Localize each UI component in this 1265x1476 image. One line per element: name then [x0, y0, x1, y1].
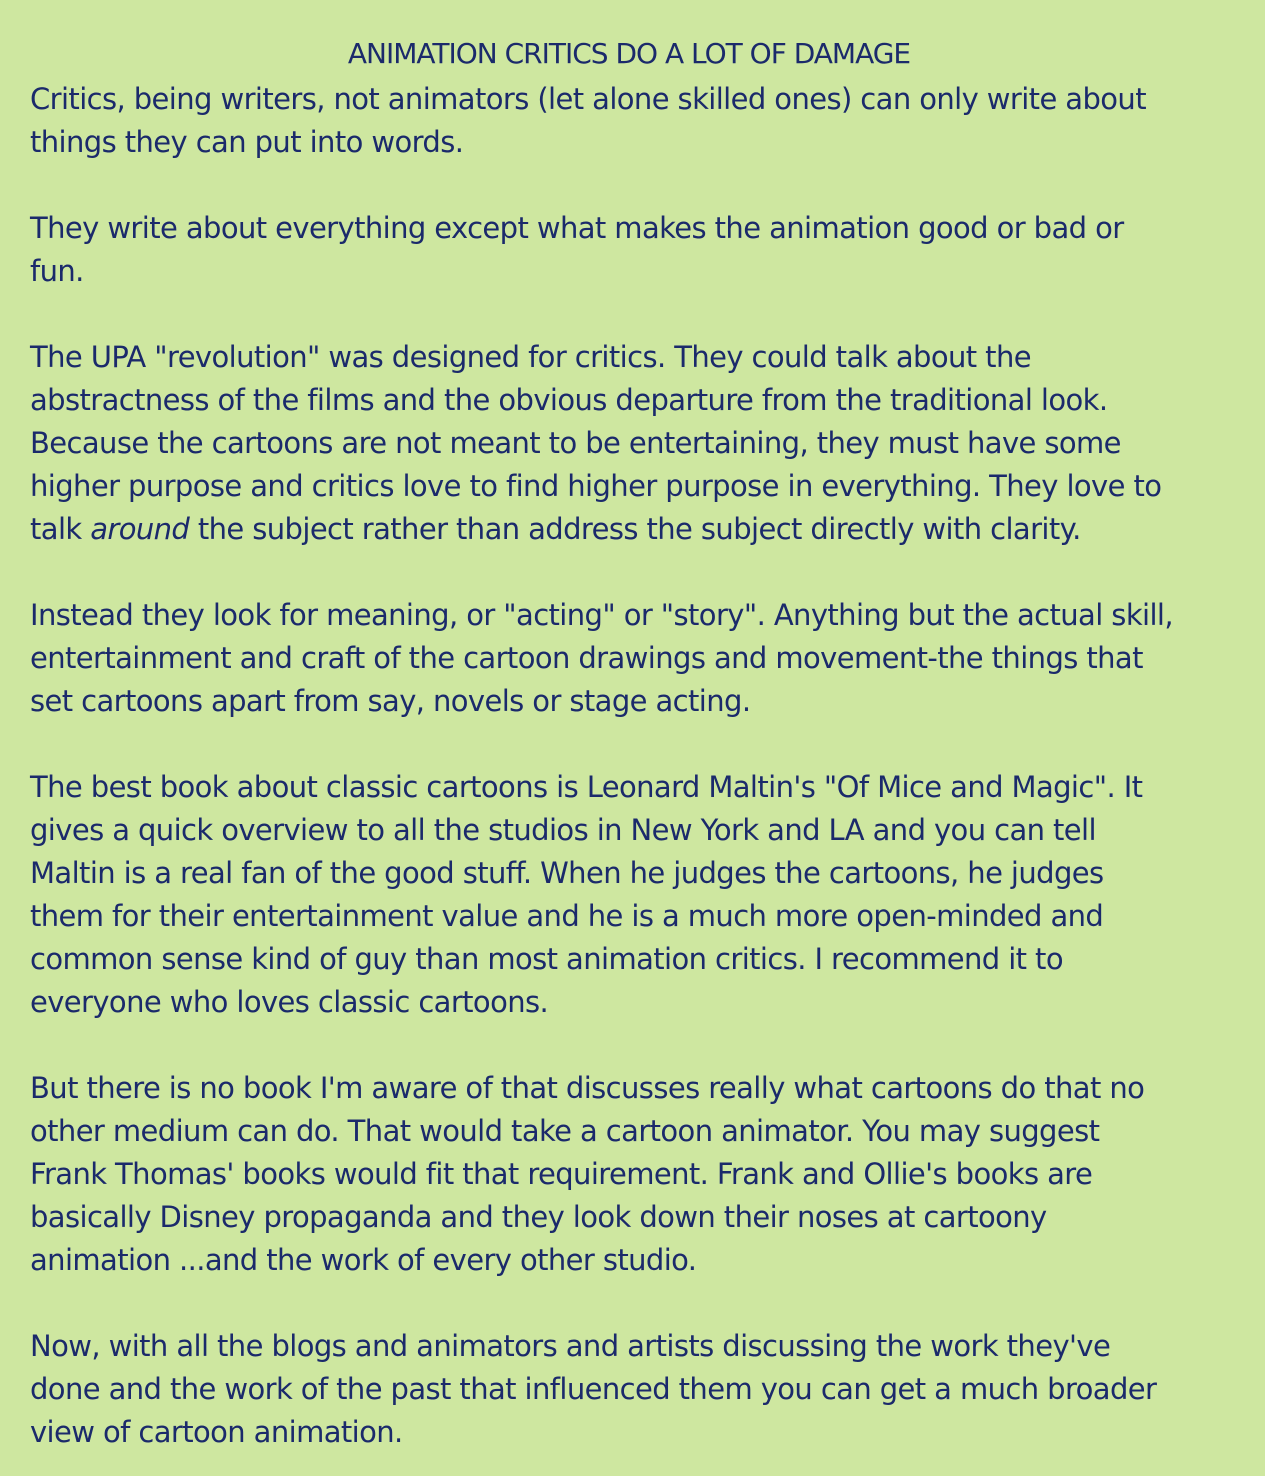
text-line: But there is no book I'm aware of that discusses really what cartoons do that no — [30, 1071, 1145, 1105]
text-line: Instead they look for meaning, or "acting" or "story". Anything but the actual skill, — [30, 598, 1173, 632]
text-line: them for their entertainment value and he is a much more open-minded and — [30, 899, 1104, 933]
paragraph-no-book — [30, 1067, 1245, 1282]
article-title: ANIMATION CRITICS DO A LOT OF DAMAGE — [347, 37, 911, 70]
text-line-with-emphasis — [30, 508, 1245, 551]
emphasized-word: around — [90, 512, 190, 546]
text-line: The best book about classic cartoons is Leonard Maltin's "Of Mice and Magic". It — [30, 770, 1143, 804]
paragraph-write-about-everything — [30, 207, 1245, 293]
text-line: Frank Thomas' books would fit that requirement. Frank and Ollie's books are — [30, 1157, 1093, 1191]
paragraph-blogs-broader-view — [30, 1325, 1245, 1454]
text-line: fun. — [30, 254, 84, 288]
paragraph-critics-writers — [30, 78, 1245, 164]
article-body — [30, 78, 1245, 1454]
text-line: Critics, being writers, not animators (let alone skilled ones) can only write about — [30, 82, 1146, 116]
text-line: gives a quick overview to all the studios in New York and LA and you can tell — [30, 813, 1096, 847]
text-line: common sense kind of guy than most animation critics. I recommend it to — [30, 942, 1063, 976]
text-line: Because the cartoons are not meant to be entertaining, they must have some — [30, 426, 1121, 460]
text-line: everyone who loves classic cartoons. — [30, 985, 549, 1019]
text-line: things they can put into words. — [30, 125, 464, 159]
text-line: abstractness of the films and the obvious departure from the traditional look. — [30, 383, 1108, 417]
text-line: They write about everything except what makes the animation good or bad or — [30, 211, 1124, 245]
text-line: higher purpose and critics love to find higher purpose in everything. They love to — [30, 469, 1162, 503]
paragraph-upa-revolution — [30, 336, 1245, 551]
paragraph-maltin-book — [30, 766, 1245, 1024]
text-line: Maltin is a real fan of the good stuff. When he judges the cartoons, he judges — [30, 856, 1104, 890]
text-line: done and the work of the past that influenced them you can get a much broader — [30, 1372, 1157, 1406]
text-line: basically Disney propaganda and they look down their noses at cartoony — [30, 1200, 1047, 1234]
text-line: set cartoons apart from say, novels or stage acting. — [30, 684, 751, 718]
text-line: view of cartoon animation. — [30, 1415, 403, 1449]
text-line: The UPA "revolution" was designed for critics. They could talk about the — [30, 340, 1031, 374]
text-line: other medium can do. That would take a cartoon animator. You may suggest — [30, 1114, 1100, 1148]
text-line: Now, with all the blogs and animators and artists discussing the work they've — [30, 1329, 1111, 1363]
paragraph-meaning-acting-story — [30, 594, 1245, 723]
text-line: animation ...and the work of every other studio. — [30, 1243, 697, 1277]
text-line: entertainment and craft of the cartoon drawings and movement-the things that — [30, 641, 1143, 675]
text-segment: talk — [30, 512, 91, 546]
text-segment: the subject rather than address the subject directly with clarity. — [189, 512, 1081, 546]
